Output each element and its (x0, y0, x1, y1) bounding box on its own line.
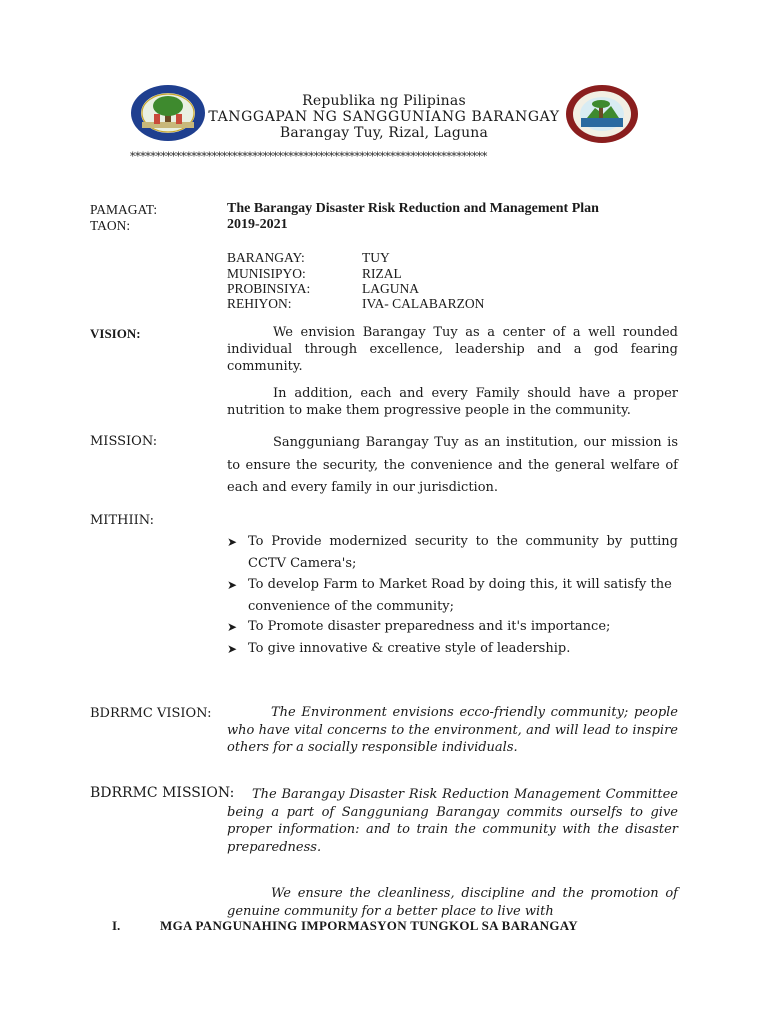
mission-label: MISSION: (90, 434, 158, 449)
pamagat-label: PAMAGAT: (90, 202, 158, 217)
bdrrmc-vision-text: The Environment envisions ecco-friendly community; people who have vital concerns to the environment, and will lead to inspire others for a socially responsible individuals. (227, 705, 678, 755)
vision-paragraph-1 (227, 324, 678, 375)
location-label: BARANGAY: (227, 250, 305, 265)
vision-text-2: In addition, each and every Family should have a proper nutrition to make them progressive people in the community. (227, 386, 678, 418)
arrow-bullet-icon: ➤ (227, 578, 238, 592)
mithiin-item (227, 638, 678, 660)
bdrrmc-mission-label-text: BDRRMC MISSION (90, 785, 230, 801)
vision-label: VISION: (90, 326, 141, 341)
pamagat-value: The Barangay Disaster Risk Reduction and Management Plan (227, 201, 599, 216)
location-value: IVA- CALABARZON (362, 296, 485, 311)
mithiin-label: MITHIIN: (90, 513, 155, 528)
bdrrmc-mission-text: The Barangay Disaster Risk Reduction Management Committee being a part of Sangguniang Barangay commits ourselfs to give proper information: and to train the community with the disaster preparedness. (227, 787, 678, 855)
bdrrmc-mission-text-2: We ensure the cleanliness, discipline and the promotion of genuine community for a better place to live with (227, 886, 678, 919)
bdrrmc-mission-label (90, 785, 234, 801)
header-separator: ********************************************************************** (130, 150, 488, 163)
location-label: PROBINSIYA: (227, 281, 311, 296)
location-value: RIZAL (362, 266, 402, 281)
section-number: I. (112, 918, 121, 933)
mission-text: Sangguniang Barangay Tuy as an institution, our mission is to ensure the security, the convenience and the general welfare of each and every family in our jurisdiction. (227, 435, 678, 495)
mission-paragraph (227, 432, 678, 500)
vision-text-1: We envision Barangay Tuy as a center of a well rounded individual through excellence, leadership and a god fearing community. (227, 325, 678, 374)
arrow-bullet-icon: ➤ (227, 642, 238, 656)
bdrrmc-mission-colon: : (229, 785, 235, 801)
mithiin-item-text: To give innovative & creative style of leadership. (248, 641, 571, 656)
mithiin-item-text: To develop Farm to Market Road by doing this, it will satisfy the convenience of the community; (248, 577, 672, 614)
header-republic: Republika ng Pilipinas (302, 93, 466, 109)
section-title: MGA PANGUNAHING IMPORMASYON TUNGKOL SA BARANGAY (160, 918, 578, 933)
mithiin-item-text: To Provide modernized security to the community by putting CCTV Camera's; (248, 534, 678, 571)
mithiin-item-text: To Promote disaster preparedness and it's importance; (248, 619, 611, 634)
bdrrmc-mission-paragraph-2 (227, 885, 678, 920)
location-label: MUNISIPYO: (227, 266, 306, 281)
location-value: TUY (362, 250, 390, 265)
bdrrmc-mission-paragraph (227, 786, 678, 856)
taon-value: 2019-2021 (227, 217, 288, 232)
bdrrmc-vision-paragraph (227, 704, 678, 757)
vision-paragraph-2 (227, 385, 678, 419)
taon-label: TAON: (90, 218, 131, 233)
header-location: Barangay Tuy, Rizal, Laguna (279, 125, 489, 141)
header-office: TANGGAPAN NG SANGGUNIANG BARANGAY (208, 109, 560, 125)
arrow-bullet-icon: ➤ (227, 620, 238, 634)
arrow-bullet-icon: ➤ (227, 535, 238, 549)
bdrrmc-vision-label: BDRRMC VISION: (90, 706, 212, 721)
mithiin-item (227, 574, 678, 618)
location-value: LAGUNA (362, 281, 419, 296)
mithiin-item (227, 616, 678, 638)
location-label: REHIYON: (227, 296, 292, 311)
mithiin-item (227, 531, 678, 575)
